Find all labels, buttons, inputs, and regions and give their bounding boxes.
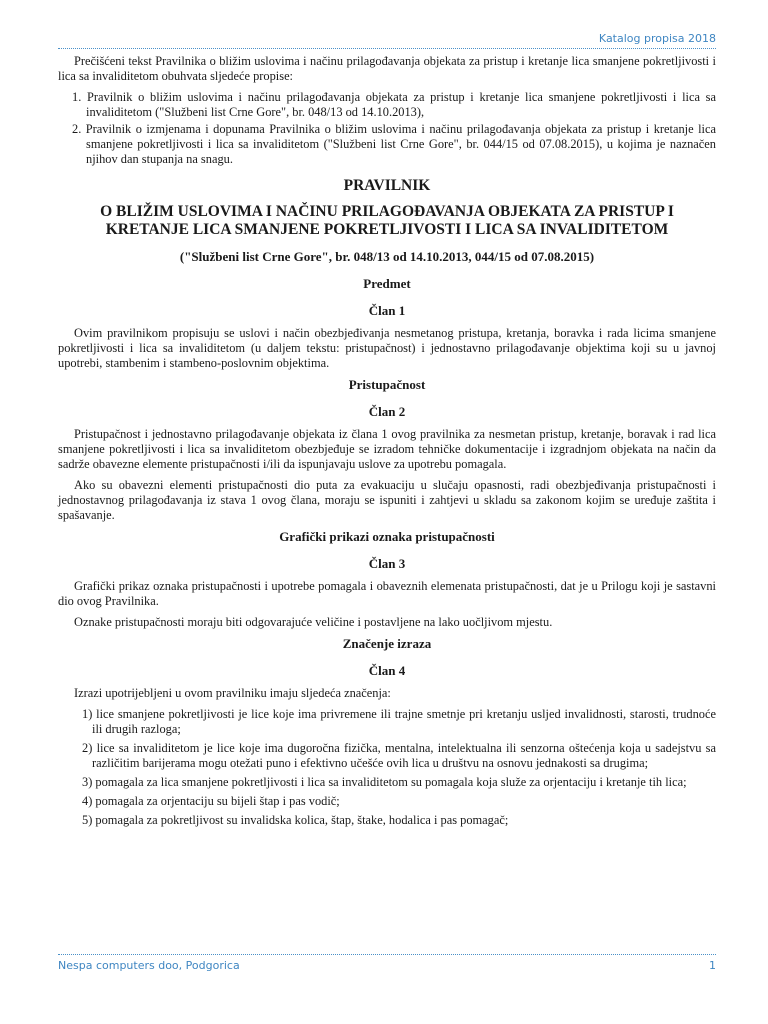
paragraph: Grafički prikaz oznaka pristupačnosti i upotrebe pomagala i obaveznih elemenata pristupačnosti, dat je u Prilogu koji je sastavni dio ovog Pravilnika. (58, 579, 716, 608)
article-heading: Član 1 (368, 303, 406, 318)
article-heading: Član 2 (368, 404, 406, 419)
definition-item: 5) pomagala za pokretljivost su invalidska kolica, štap, štake, hodalica i pas pomagač; (82, 813, 509, 827)
definition-list (58, 707, 716, 828)
document-body (58, 54, 716, 832)
intro-item: 2. Pravilnik o izmjenama i dopunama Pravilnika o bližim uslovima i načinu prilagođavanja objekata za pristup i kretanje lica smanjene pokretljivosti i lica sa invaliditetom ("Službeni list Crne Gore", br. 044/15 od 07.08.2015), u kojima je naznačen njihov dan stupanja na snagu. (72, 122, 716, 166)
definition-item: 1) lice smanjene pokretljivosti je lice koje ima privremene ili trajne smetnje pri kretanju usljed invalidnosti, starosti, trudnoće ili drugih razloga; (82, 707, 716, 736)
gazette-reference: ("Službeni list Crne Gore", br. 048/13 od 14.10.2013, 044/15 od 07.08.2015) (179, 249, 595, 264)
section-heading: Pristupačnost (348, 377, 426, 392)
definition-item: 2) lice sa invaliditetom je lice koje ima dugoročna fizička, mentalna, intelektualna ili senzorna oštećenja koja u sadejstvu sa različitim barijerama mogu otežati puno i efektivno učešće ovih lica u društvu na osnovu jednakosti sa drugima; (82, 741, 716, 770)
document-subtitle: O BLIŽIM USLOVIMA I NAČINU PRILAGOĐAVANJA OBJEKATA ZA PRISTUP I KRETANJE LICA SMANJENE POKRETLJIVOSTI I LICA SA INVALIDITETOM (100, 203, 674, 238)
paragraph: Ako su obavezni elementi pristupačnosti dio puta za evakuaciju u slučaju opasnosti, radi obezbjeđivanja pristupačnosti i jednostavnog prilagođavanja iz stava 1 ovog člana, moraju se ispuniti i zahtjevi u skladu sa zakonom kojim se uređuje zaštita i spašavanje. (58, 478, 716, 522)
paragraph: Izrazi upotrijebljeni u ovom pravilniku imaju sljedeća značenja: (74, 686, 391, 700)
paragraph: Pristupačnost i jednostavno prilagođavanje objekata iz člana 1 ovog pravilnika za nesmetan pristup, kretanje, boravak i rad lica smanjene pokretljivosti i lica sa invaliditetom obezbjeđuje se izradom tehničke dokumentacije i izgradnjom objekata na način da sadrže obavezne elemente pristupačnosti i/ili da ispunjavaju uslove za upotrebu pomagala. (58, 427, 716, 471)
page-number: 1 (709, 959, 716, 972)
intro-list (58, 90, 716, 167)
paragraph: Ovim pravilnikom propisuju se uslovi i način obezbjeđivanja nesmetanog pristupa, kretanja, boravka i rada licima smanjene pokretljivosti i lica sa invaliditetom (u daljem tekstu: pristupačnost) i jednostavno prilagođavanje objektima koji su u javnoj upotrebi, stambenim i stambeno-poslovnim objektima. (58, 326, 716, 370)
section-heading: Značenje izraza (342, 636, 432, 651)
page-footer (58, 954, 716, 973)
definition-item: 4) pomagala za orjentaciju su bijeli štap i pas vodič; (82, 794, 340, 808)
intro-item: 1. Pravilnik o bližim uslovima i načinu prilagođavanja objekata za pristup i kretanje lica smanjene pokretljivosti i lica sa invaliditetom ("Službeni list Crne Gore", br. 048/13 od 14.10.2013), (72, 90, 716, 119)
section-heading: Predmet (363, 276, 411, 291)
footer-company: Nespa computers doo, Podgorica (58, 959, 240, 972)
intro-text: Prečišćeni tekst Pravilnika o bližim uslovima i načinu prilagođavanja objekata za pristup i kretanje lica smanjene pokretljivosti i lica sa invaliditetom obuhvata sljedeće propise: (58, 54, 716, 83)
article-heading: Član 4 (368, 663, 406, 678)
header-title: Katalog propisa 2018 (598, 32, 716, 45)
section-heading: Grafički prikazi oznaka pristupačnosti (279, 529, 495, 544)
page-header (58, 30, 716, 49)
definition-item: 3) pomagala za lica smanjene pokretljivosti i lica sa invaliditetom su pomagala koja služe za orjentaciju i kretanje tih lica; (82, 775, 687, 789)
document-title: PRAVILNIK (343, 177, 431, 194)
article-heading: Član 3 (368, 556, 406, 571)
paragraph: Oznake pristupačnosti moraju biti odgovarajuće veličine i postavljene na lako uočljivom mjestu. (74, 615, 553, 629)
